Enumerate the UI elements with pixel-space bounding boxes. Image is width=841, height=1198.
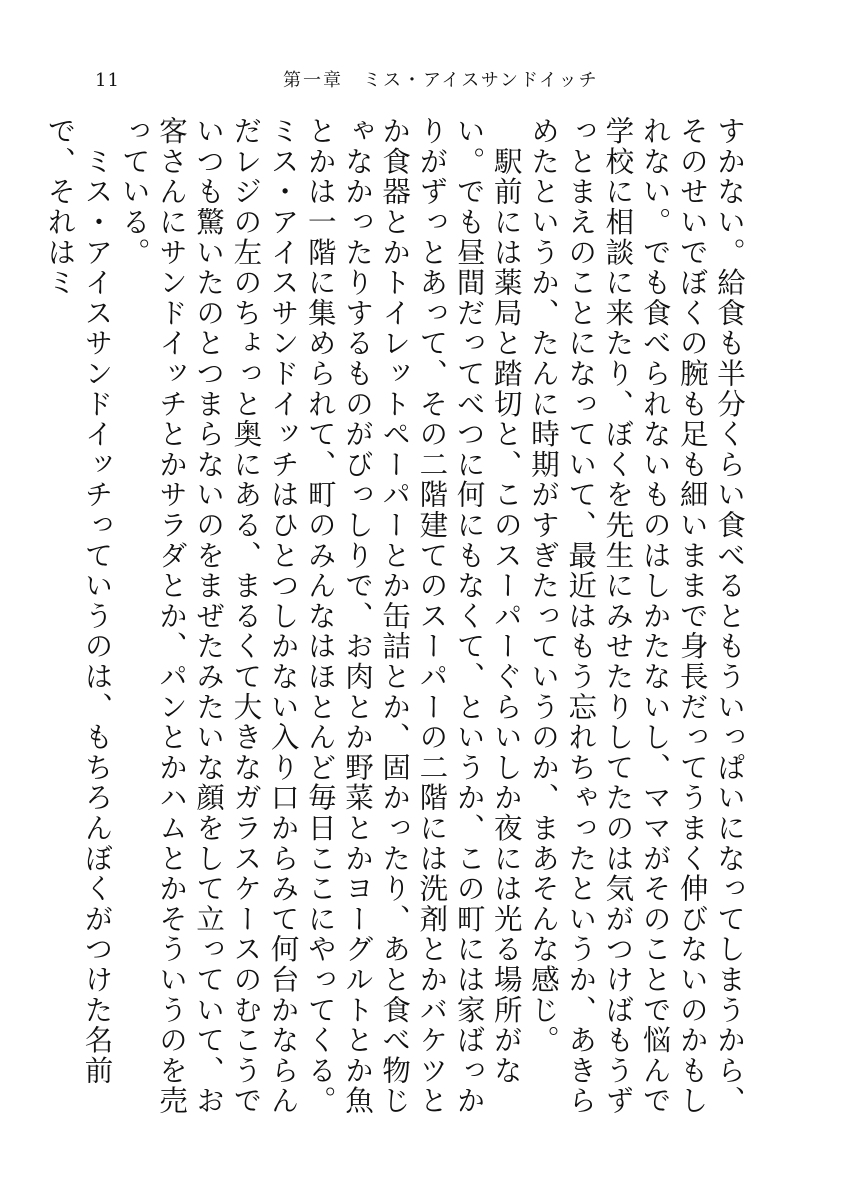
vertical-body-text: [41, 116, 748, 1118]
running-head: 第一章 ミス・アイスサンドイッチ: [283, 70, 599, 91]
paragraph-1: すかない。給食も半分くらい食べるともういっぱいになってしまうから、そのせいでぼくの腕も足も細いままで身長だってうまく伸びないのかもしれない。でも食べられないものはしかたないし、ママがそのことで悩んで学校に相談に来たり、ぼくを先生にみせたりしてたのは気がつけばもうずっとまえのことになっていて、最近はもう忘れちゃったというか、あきらめたというか、たんに時期がすぎたっていうのか、まあそんな感じ。: [526, 116, 746, 1116]
paragraph-2: 駅前には薬局と踏切と、このスーパーぐらいしか夜には光る場所がない。でも昼間だってべつに何にもなくて、というか、この町には家ばっかりがずっとあって、その二階建てのスーパーの二階には洗剤とかバケツとか食器とかトイレットペーパーとか缶詰とか、固かったり、あと食べ物じゃなかったりするものがびっしりで、お肉とか野菜とかヨーグルトとか魚とかは一階に集められて、町のみんなはほとんど毎日ここにやってくる。ミス・アイスサンドイッチはひとつしかない入り口からみて何台かならんだレジの左のちょっと奥にある、まるくて大きなガラスケースのむこうでいつも驚いたのとつまらないのをまぜたみたいな顔をして立っていて、お客さんにサンドイッチとかサラダとか、パンとかハムとかそういうのを売っている。: [117, 116, 523, 1116]
page-number: 11: [95, 70, 120, 91]
paragraph-3: ミス・アイスサンドイッチっていうのは、もちろんぼくがつけた名前で、それはミ: [43, 116, 114, 1086]
